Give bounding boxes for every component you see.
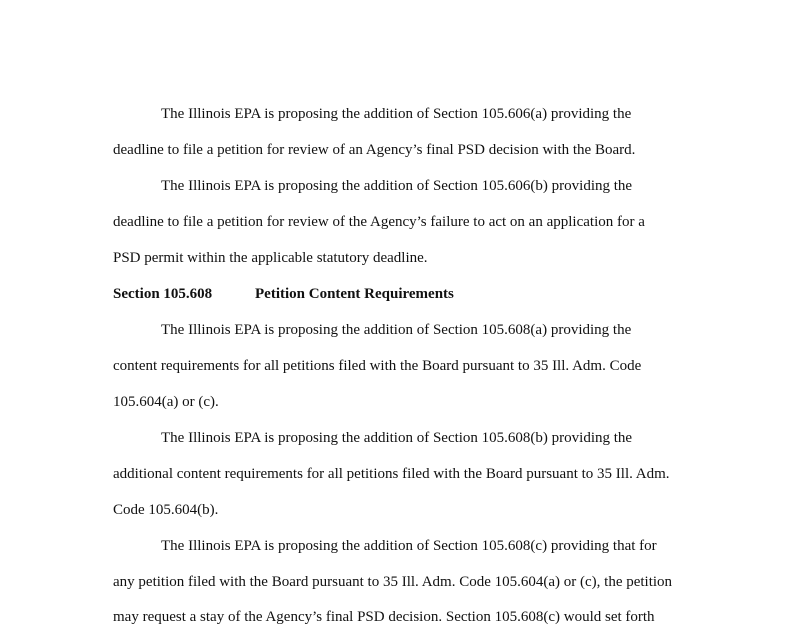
- text-line: The Illinois EPA is proposing the addition of Section 105.608(b) providing the: [161, 430, 633, 446]
- text-line: deadline to file a petition for review of an Agency’s final PSD decision with the Board.: [113, 142, 636, 158]
- text-line: deadline to file a petition for review of the Agency’s failure to act on an application for a: [113, 214, 645, 230]
- text-line: any petition filed with the Board pursuant to 35 Ill. Adm. Code 105.604(a) or (c), the petition: [113, 574, 673, 590]
- text-line: The Illinois EPA is proposing the addition of Section 105.606(a) providing the: [161, 106, 632, 122]
- text-line: may request a stay of the Agency’s final PSD decision. Section 105.608(c) would set forth: [113, 609, 655, 625]
- section-number: Section 105.608: [113, 286, 213, 302]
- text-line: The Illinois EPA is proposing the addition of Section 105.608(c) providing that for: [161, 538, 657, 554]
- text-line: Code 105.604(b).: [113, 502, 219, 518]
- text-line: The Illinois EPA is proposing the addition of Section 105.606(b) providing the: [161, 178, 633, 194]
- text-line: 105.604(a) or (c).: [113, 394, 219, 410]
- text-line: content requirements for all petitions filed with the Board pursuant to 35 Ill. Adm. Code: [113, 358, 642, 374]
- text-line: additional content requirements for all petitions filed with the Board pursuant to 35 Ill. Adm.: [113, 466, 670, 482]
- text-line: The Illinois EPA is proposing the addition of Section 105.608(a) providing the: [161, 322, 632, 338]
- text-line: PSD permit within the applicable statutory deadline.: [113, 250, 428, 266]
- section-title: Petition Content Requirements: [255, 286, 454, 302]
